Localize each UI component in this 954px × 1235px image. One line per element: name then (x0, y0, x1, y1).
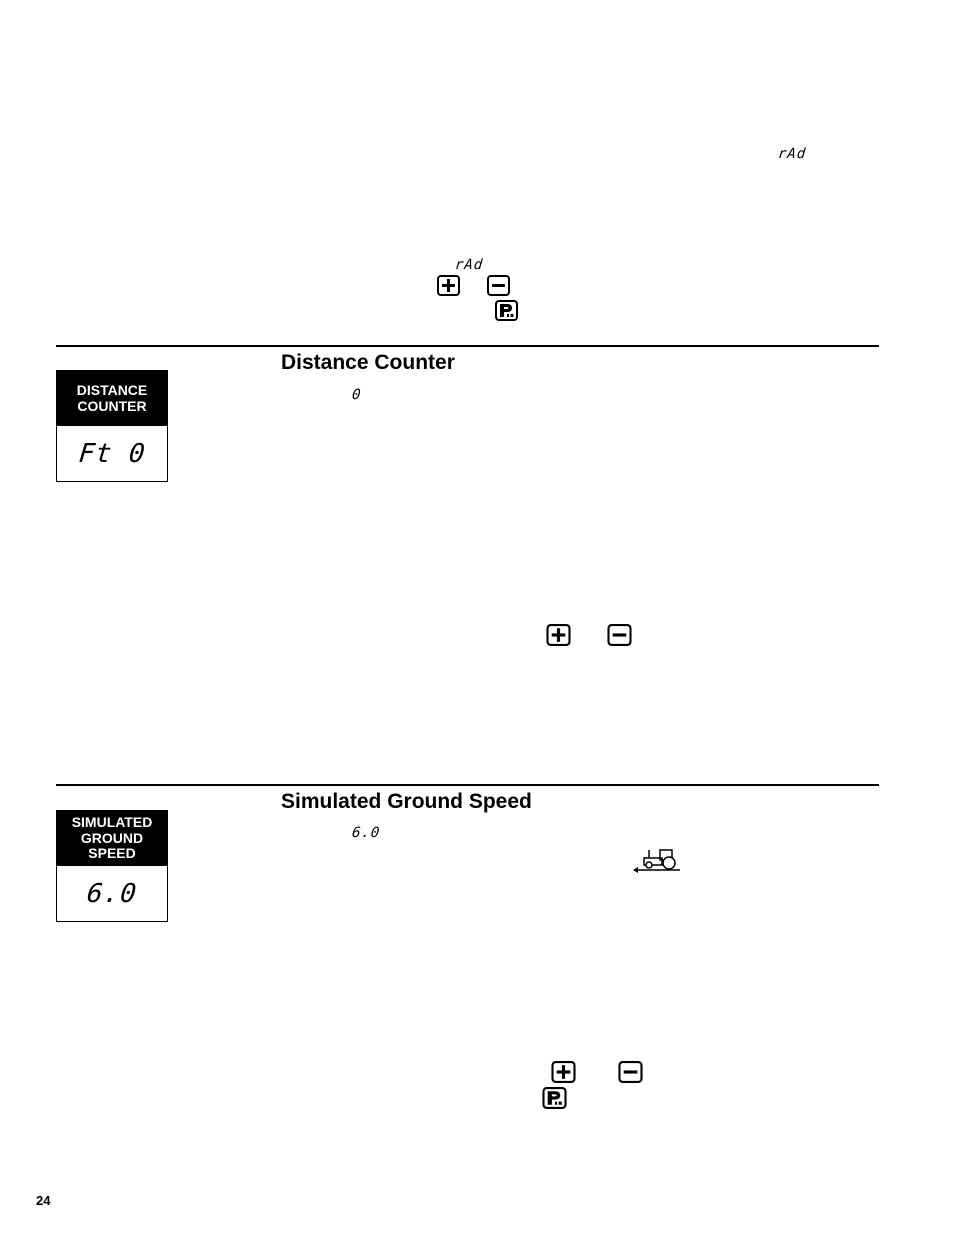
page-number: 24 (36, 1193, 51, 1208)
lcd-readout: 6.0 (85, 878, 139, 909)
panel-label-line: COUNTER (77, 397, 147, 414)
plus-key-icon (546, 624, 571, 646)
panel-label-line: SPEED (88, 845, 136, 862)
panel-label-line: GROUND (80, 829, 144, 846)
distance-counter-panel (56, 370, 168, 482)
minus-key-icon (487, 275, 510, 296)
section-heading: Simulated Ground Speed (281, 790, 532, 813)
tractor-icon (632, 845, 682, 873)
pro-key-icon (542, 1087, 567, 1109)
minus-key-icon (607, 624, 632, 646)
inline-display-value: 6.0 (351, 825, 382, 841)
panel-display (57, 426, 167, 481)
inline-display-value: 0 (351, 387, 363, 403)
plus-key-icon (551, 1061, 576, 1083)
plus-key-icon (437, 275, 460, 296)
pro-key-icon (495, 300, 518, 321)
section-heading: Distance Counter (281, 351, 455, 374)
minus-key-icon (618, 1061, 643, 1083)
section-divider (56, 345, 879, 347)
panel-label (57, 811, 167, 866)
panel-label-line: DISTANCE (76, 382, 148, 398)
panel-display (57, 866, 167, 921)
panel-label (57, 371, 167, 426)
lcd-readout: Ft 0 (77, 438, 147, 469)
simulated-ground-speed-panel (56, 810, 168, 922)
display-code-rad: rAd (454, 257, 485, 273)
display-code-rad: rAd (777, 146, 808, 162)
section-divider (56, 784, 879, 786)
panel-label-line: SIMULATED (71, 814, 153, 831)
